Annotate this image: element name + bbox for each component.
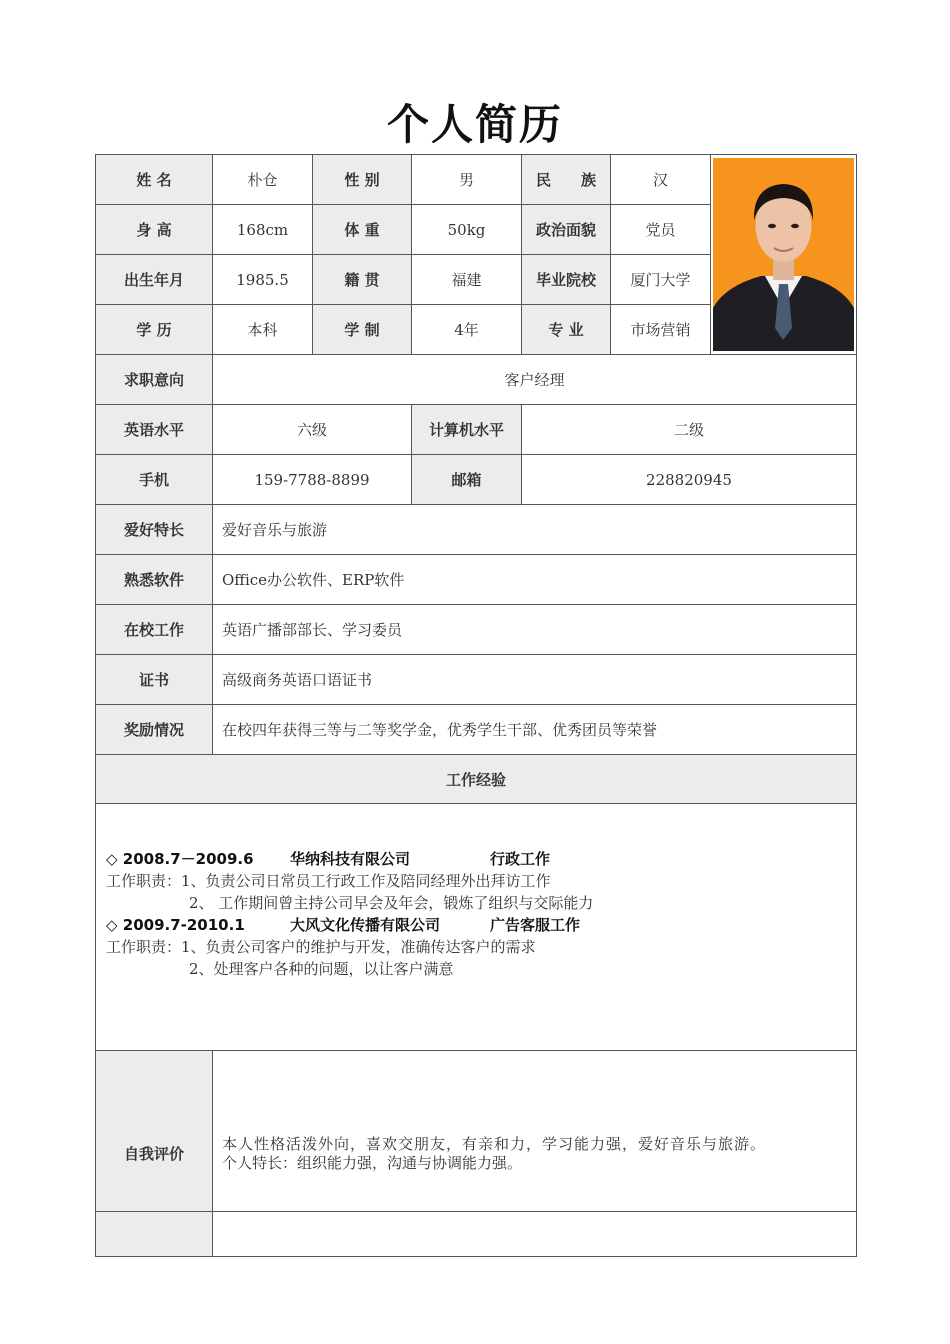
job-1-duty-2: 2、 工作期间曾主持公司早会及年会，锻炼了组织与交际能力: [189, 894, 594, 912]
politics-value: 党员: [611, 205, 711, 255]
school-label: 毕业院校: [522, 255, 611, 305]
school-value: 厦门大学: [611, 255, 711, 305]
native-label: 籍 贯: [313, 255, 412, 305]
politics-label: 政治面貌: [522, 205, 611, 255]
self-eval-line-1: 本人性格活泼外向，喜欢交朋友，有亲和力，学习能力强，爱好音乐与旅游。: [222, 1134, 767, 1153]
weight-value: 50kg: [412, 205, 522, 255]
row-awards: [96, 705, 857, 755]
email-value: 228820945: [522, 455, 857, 505]
hobby-label: 爱好特长: [96, 505, 213, 555]
birth-value: 1985.5: [213, 255, 313, 305]
job-1-duty-1: 工作职责：1、负责公司日常员工行政工作及陪同经理外出拜访工作: [106, 872, 551, 890]
job-1-company: 华纳科技有限公司: [290, 850, 411, 868]
hobby-value: 爱好音乐与旅游: [213, 505, 857, 555]
self-eval-value: [213, 1051, 857, 1257]
job-2-position: 广告客服工作: [490, 916, 581, 934]
job-2-duty-2: 2、处理客户各种的问题，以让客户满意: [189, 960, 454, 978]
row-self-eval: [96, 1051, 857, 1257]
page-title: 个人简历: [386, 100, 563, 149]
row-software: [96, 555, 857, 605]
ethnicity-value: 汉: [611, 155, 711, 205]
major-label: 专 业: [522, 305, 611, 355]
school-work-value: 英语广播部部长、学习委员: [213, 605, 857, 655]
row-intent: [96, 355, 857, 405]
phone-value: 159-7788-8899: [213, 455, 412, 505]
row-contact: [96, 455, 857, 505]
height-label: 身 高: [96, 205, 213, 255]
gender-value: 男: [412, 155, 522, 205]
gender-label: 性 别: [313, 155, 412, 205]
job-2-duty-1: 工作职责：1、负责公司客户的维护与开发，准确传达客户的需求: [106, 938, 536, 956]
portrait-icon: [713, 158, 854, 351]
major-value: 市场营销: [611, 305, 711, 355]
awards-value: 在校四年获得三等与二等奖学金，优秀学生干部、优秀团员等荣誉: [213, 705, 857, 755]
certificate-label: 证书: [96, 655, 213, 705]
name-label: 姓 名: [96, 155, 213, 205]
edu-value: 本科: [213, 305, 313, 355]
row-work-section: [96, 755, 857, 804]
work-experience: [96, 804, 857, 1051]
english-value: 六级: [213, 405, 412, 455]
intent-value: 客户经理: [213, 355, 857, 405]
row-certificate: [96, 655, 857, 705]
row-work-content: [96, 804, 857, 1051]
row-hobby: [96, 505, 857, 555]
row-skills: [96, 405, 857, 455]
photo-cell: [711, 155, 857, 355]
software-label: 熟悉软件: [96, 555, 213, 605]
work-section-title: 工作经验: [96, 755, 857, 804]
job-2-company: 大风文化传播有限公司: [290, 916, 441, 934]
awards-label: 奖励情况: [96, 705, 213, 755]
native-value: 福建: [412, 255, 522, 305]
intent-label: 求职意向: [96, 355, 213, 405]
job-1-header: [106, 848, 856, 870]
computer-label: 计算机水平: [412, 405, 522, 455]
height-value: 168cm: [213, 205, 313, 255]
job-1-position: 行政工作: [490, 850, 551, 868]
job-2-period: ◇ 2009.7-2010.1: [106, 916, 245, 934]
bottom-rule: [95, 1211, 856, 1212]
computer-value: 二级: [522, 405, 857, 455]
years-label: 学 制: [313, 305, 412, 355]
row-name: [96, 155, 857, 205]
years-value: 4年: [412, 305, 522, 355]
job-2-header: [106, 914, 856, 936]
school-work-label: 在校工作: [96, 605, 213, 655]
certificate-value: 高级商务英语口语证书: [213, 655, 857, 705]
weight-label: 体 重: [313, 205, 412, 255]
edu-label: 学 历: [96, 305, 213, 355]
birth-label: 出生年月: [96, 255, 213, 305]
software-value: Office办公软件、ERP软件: [213, 555, 857, 605]
email-label: 邮箱: [412, 455, 522, 505]
portrait-photo: [713, 158, 854, 351]
row-school-work: [96, 605, 857, 655]
english-label: 英语水平: [96, 405, 213, 455]
resume-table: [95, 154, 857, 1257]
ethnicity-label: 民 族: [522, 155, 611, 205]
phone-label: 手机: [96, 455, 213, 505]
self-eval-line-2: 个人特长：组织能力强，沟通与协调能力强。: [222, 1153, 523, 1172]
self-eval-label: 自我评价: [96, 1051, 213, 1257]
job-1-period: ◇ 2008.7－2009.6: [106, 850, 254, 868]
name-value: 朴仓: [213, 155, 313, 205]
